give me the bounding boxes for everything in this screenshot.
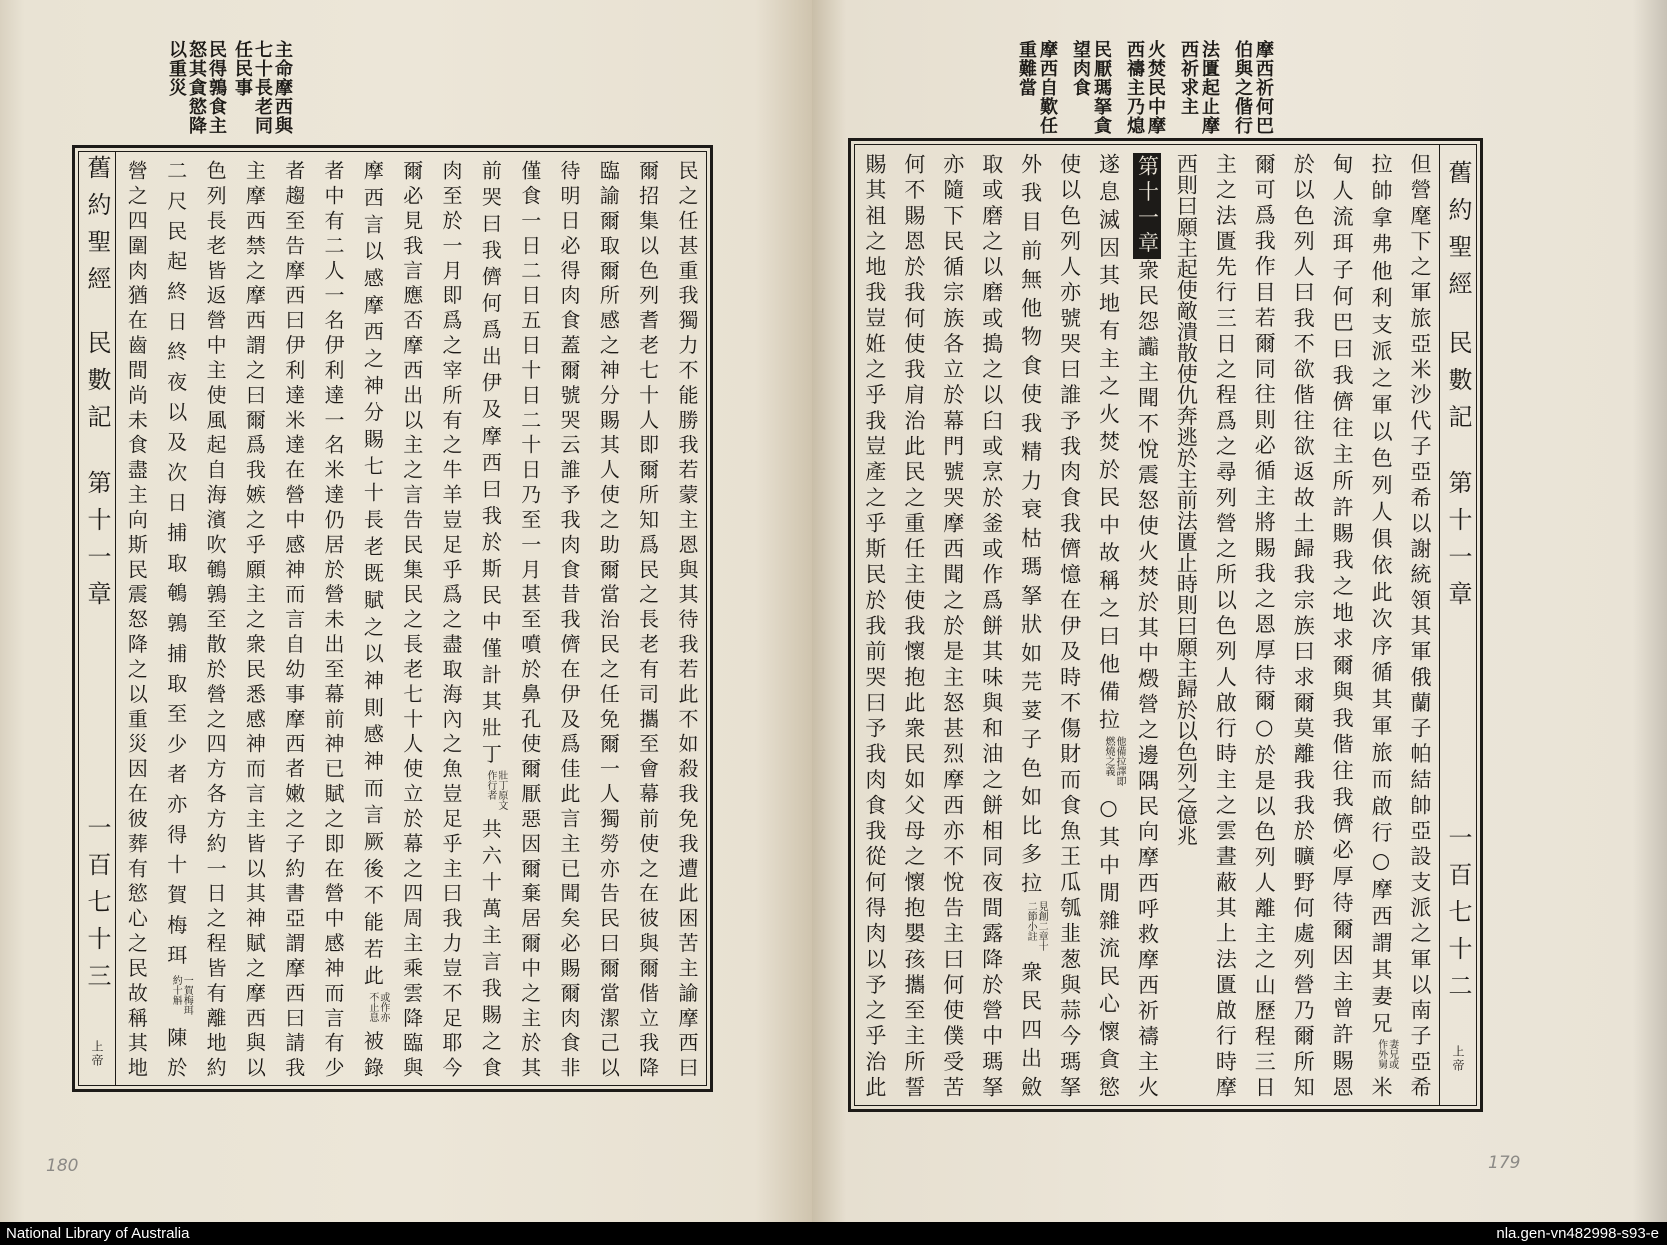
- page-number: 一百七十二: [1444, 825, 1472, 1010]
- text-column: [313, 152, 352, 1085]
- running-head-chapter: 第十一章: [83, 470, 111, 618]
- text-column: [667, 152, 706, 1085]
- running-head-title: 舊約聖經: [83, 155, 111, 303]
- verse-text: 摩西言以感摩西之神分賜七十長老既賦之以神則感神而言厥後不能若此: [360, 160, 385, 992]
- margin-note: 民厭瑪拏貪望肉食: [1070, 40, 1112, 135]
- verse-text: 者趨至告摩西曰伊利達米達在營中感神而言自幼事摩西者嫩之子約書亞謂摩西曰請我: [281, 160, 306, 1077]
- interlinear-note: 見創二章十二節小註: [1025, 900, 1048, 951]
- margin-note: 摩西自歎任重難當: [1016, 40, 1058, 135]
- text-column: [972, 145, 1011, 1105]
- text-columns: [855, 145, 1439, 1105]
- verse-text: 被錄: [360, 1023, 385, 1078]
- right-text-frame: [848, 138, 1483, 1112]
- verse-text: 主之法匱先行三日之程爲之尋列營之所以色列人啟行時主之雲晝蔽其上法匱啟行時摩: [1213, 153, 1238, 1097]
- text-column: [1128, 145, 1167, 1105]
- verse-text: 但營麾下之軍旅亞米沙代子亞希以謝統領其軍俄蘭子帕結帥亞設支派之軍以南子亞希: [1408, 153, 1432, 1097]
- verse-text: 拉帥拿弗他利支派之軍以色列人俱依此次序循其軍旅而啟行○摩西謂其妻兄: [1369, 153, 1394, 1039]
- text-column: [1089, 145, 1128, 1105]
- text-column: [195, 152, 234, 1085]
- interlinear-note: 或作亦不止息: [366, 991, 389, 1022]
- left-frame-inner: [78, 151, 707, 1086]
- interlinear-note: 壯丁原文作行者: [484, 769, 507, 810]
- verse-text: 亦隨下民循宗族各立於幕門號哭摩西聞之於是主怒甚烈摩西亦不悅告主曰何使僕受苦: [940, 153, 965, 1097]
- text-column: [1244, 145, 1283, 1105]
- verse-text: 共六十萬主言我賜之食: [478, 811, 503, 1078]
- text-column: [1322, 145, 1361, 1105]
- verse-text: 遂息滅因其地有主之火焚於民中故稱之曰他備拉: [1096, 153, 1121, 737]
- verse-text: 米: [1369, 1070, 1394, 1097]
- verse-text: 何不賜恩於我何使我肩治此民之重任主使我懷抱此衆民如父母之懷抱嬰孩攜至主所誓: [901, 153, 926, 1097]
- margin-note: 摩西祈何巴伯與之偕行: [1232, 40, 1274, 135]
- text-column: [1011, 145, 1050, 1105]
- verse-text: 西則曰願主起使敵潰散使仇奔逃於主前法匱止時則曰願主歸於以色列之億兆: [1174, 153, 1199, 846]
- text-column: [431, 152, 470, 1085]
- text-column: [627, 152, 666, 1085]
- text-column: [391, 152, 430, 1085]
- verse-text: 民之任甚重我獨力不能勝我若蒙主恩與其待我若此不如殺我免我遭此困苦主諭摩西曰: [675, 160, 699, 1077]
- text-column: [1400, 145, 1439, 1105]
- text-column: [894, 145, 933, 1105]
- left-margin-notes: [164, 40, 292, 140]
- verse-text: 營之四圍肉猶在齒間尚未食盡主向斯民震怒降之以重災因在彼葬有慾心之民故稱其地: [124, 160, 149, 1077]
- verse-text: 臨諭爾取爾所感之神分賜其人使之助爾當治民之任免爾一人獨勞亦告民曰爾當潔己以: [596, 160, 621, 1077]
- verse-text: 僅食一日二日五日十日二十日乃至一月甚至噴於鼻孔使爾厭惡因爾棄居爾中之主於其: [517, 160, 542, 1077]
- margin-note: 主命摩西與七十長老同任民事: [232, 40, 293, 135]
- text-column: [1205, 145, 1244, 1105]
- text-column: [234, 152, 273, 1085]
- text-columns: [116, 152, 706, 1085]
- text-column: [273, 152, 312, 1085]
- verse-text: 爾可爲我作目若爾同往則必循主將賜我之恩厚待爾○於是以色列人離主之山歷程三日: [1252, 153, 1277, 1097]
- term-mark: 上帝: [1451, 1045, 1465, 1073]
- library-name: National Library of Australia: [6, 1225, 190, 1242]
- verse-text: 衆民怨讟主聞不悅震怒使火焚於其中燬營之邊隅民向摩西呼救摩西祈禱主火: [1135, 259, 1160, 1098]
- text-column: [116, 152, 155, 1085]
- running-head-title: 舊約聖經: [1444, 160, 1472, 308]
- running-head-book: 民數記: [1444, 330, 1472, 441]
- text-column: [1166, 145, 1205, 1105]
- text-column: [1361, 145, 1400, 1105]
- running-head-book: 民數記: [83, 330, 111, 441]
- interlinear-note: 他備拉譯即燃燒之義: [1103, 736, 1125, 787]
- verse-text: 色列長老皆返營中主使風起自海濱吹鵪鶉至散於營之四方各方約一日之程皆有離地約: [203, 160, 228, 1077]
- verse-text: 爾必見我言應否摩西出以主之言告民集民之長老七十人使立於幕之四周主乘雲降臨與: [399, 160, 424, 1077]
- right-margin-notes: [1002, 40, 1274, 140]
- running-head: [79, 152, 116, 1085]
- verse-text: ○其中閒雜流民心懷貪慾: [1096, 788, 1121, 1097]
- margin-note: 民得鶉食主怒其貪慾降以重災: [166, 40, 227, 135]
- margin-note: 火焚民中摩西禱主乃熄: [1124, 40, 1166, 135]
- text-column: [352, 152, 391, 1085]
- pencil-folio-mark: 180: [46, 1156, 79, 1176]
- page-number: 一百七十三: [83, 815, 111, 1000]
- text-column: [588, 152, 627, 1085]
- verse-text: 二尺民起終日終夜以及次日捕取鵪鶉捕取至少者亦得十賀梅珥: [163, 160, 188, 975]
- chapter-heading: 第十一章: [1135, 155, 1160, 258]
- text-column: [509, 152, 548, 1085]
- verse-text: 取或磨之以磨或搗之以臼或烹於釜或作爲餅其味與和油之餅相同夜間露降於營中瑪拏: [979, 153, 1004, 1097]
- verse-text: 待明日必得肉食蓋爾號哭云誰予我肉食昔我儕在伊及爲佳此言主已聞矣必賜爾肉食非: [557, 160, 582, 1077]
- verse-text: 賜其祖之地我豈姙之乎我豈產之乎斯民於我前哭曰予我肉食我從何得肉以予之乎治此: [862, 153, 887, 1097]
- text-column: [549, 152, 588, 1085]
- text-column: [1283, 145, 1322, 1105]
- running-head-chapter: 第十一章: [1444, 470, 1472, 618]
- pencil-folio-mark: 179: [1488, 1153, 1521, 1173]
- right-frame-inner: [854, 144, 1477, 1106]
- verse-text: 衆民四出斂: [1018, 953, 1043, 1098]
- verse-text: 爾招集以色列耆老七十人即爾所知爲民之長老有司攜至會幕前使之在彼與爾偕立我降: [635, 160, 660, 1077]
- verse-text: 前哭曰我儕何爲出伊及摩西曰我於斯民中僅計其壯丁: [478, 160, 503, 770]
- interlinear-note: 一賀梅珥約十斛: [170, 974, 193, 1015]
- term-mark: 上帝: [90, 1040, 104, 1068]
- verse-text: 外我目前無他物食使我精力衰枯瑪拏狀如芫荽子色如比多拉: [1018, 153, 1043, 901]
- text-column: [855, 145, 894, 1105]
- verse-text: 甸人流珥子何巴曰我儕往主所許賜我之地求爾與我偕往我儕必厚待爾因主曾許賜恩: [1330, 153, 1355, 1097]
- verse-text: 陳於: [163, 1016, 188, 1078]
- verse-text: 於以色列人曰我不欲偕往欲返故土歸我宗族曰求爾莫離我我於曠野何處列營乃爾所知: [1291, 153, 1316, 1097]
- footer-bar: [0, 1222, 1667, 1245]
- interlinear-note: 妻兄或作外舅: [1375, 1038, 1398, 1069]
- text-column: [470, 152, 509, 1085]
- text-column: [155, 152, 194, 1085]
- text-column: [1050, 145, 1089, 1105]
- text-column: [933, 145, 972, 1105]
- running-head: [1439, 145, 1476, 1105]
- verse-text: 使以色列人亦號哭曰誰予我肉食我儕憶在伊及時不傷財而食魚王瓜瓠韭葱與蒜今瑪拏: [1057, 153, 1082, 1097]
- margin-note: 法匱起止摩西祈求主: [1178, 40, 1220, 135]
- verse-text: 肉至於一月即爲之宰所有之牛羊豈足乎爲之盡取海內之魚豈足乎主曰我力豈不足耶今: [439, 160, 464, 1077]
- left-text-frame: [72, 145, 713, 1092]
- item-identifier: nla.gen-vn482998-s93-e: [1496, 1225, 1659, 1242]
- verse-text: 者中有二人一名伊利達一名米達仍居於營未出至幕前神已賦之即在營中感神而言有少: [321, 160, 346, 1077]
- verse-text: 主摩西禁之摩西謂之曰爾爲我嫉之乎願主之衆民悉感神而言主皆以其神賦之摩西與以: [242, 160, 267, 1077]
